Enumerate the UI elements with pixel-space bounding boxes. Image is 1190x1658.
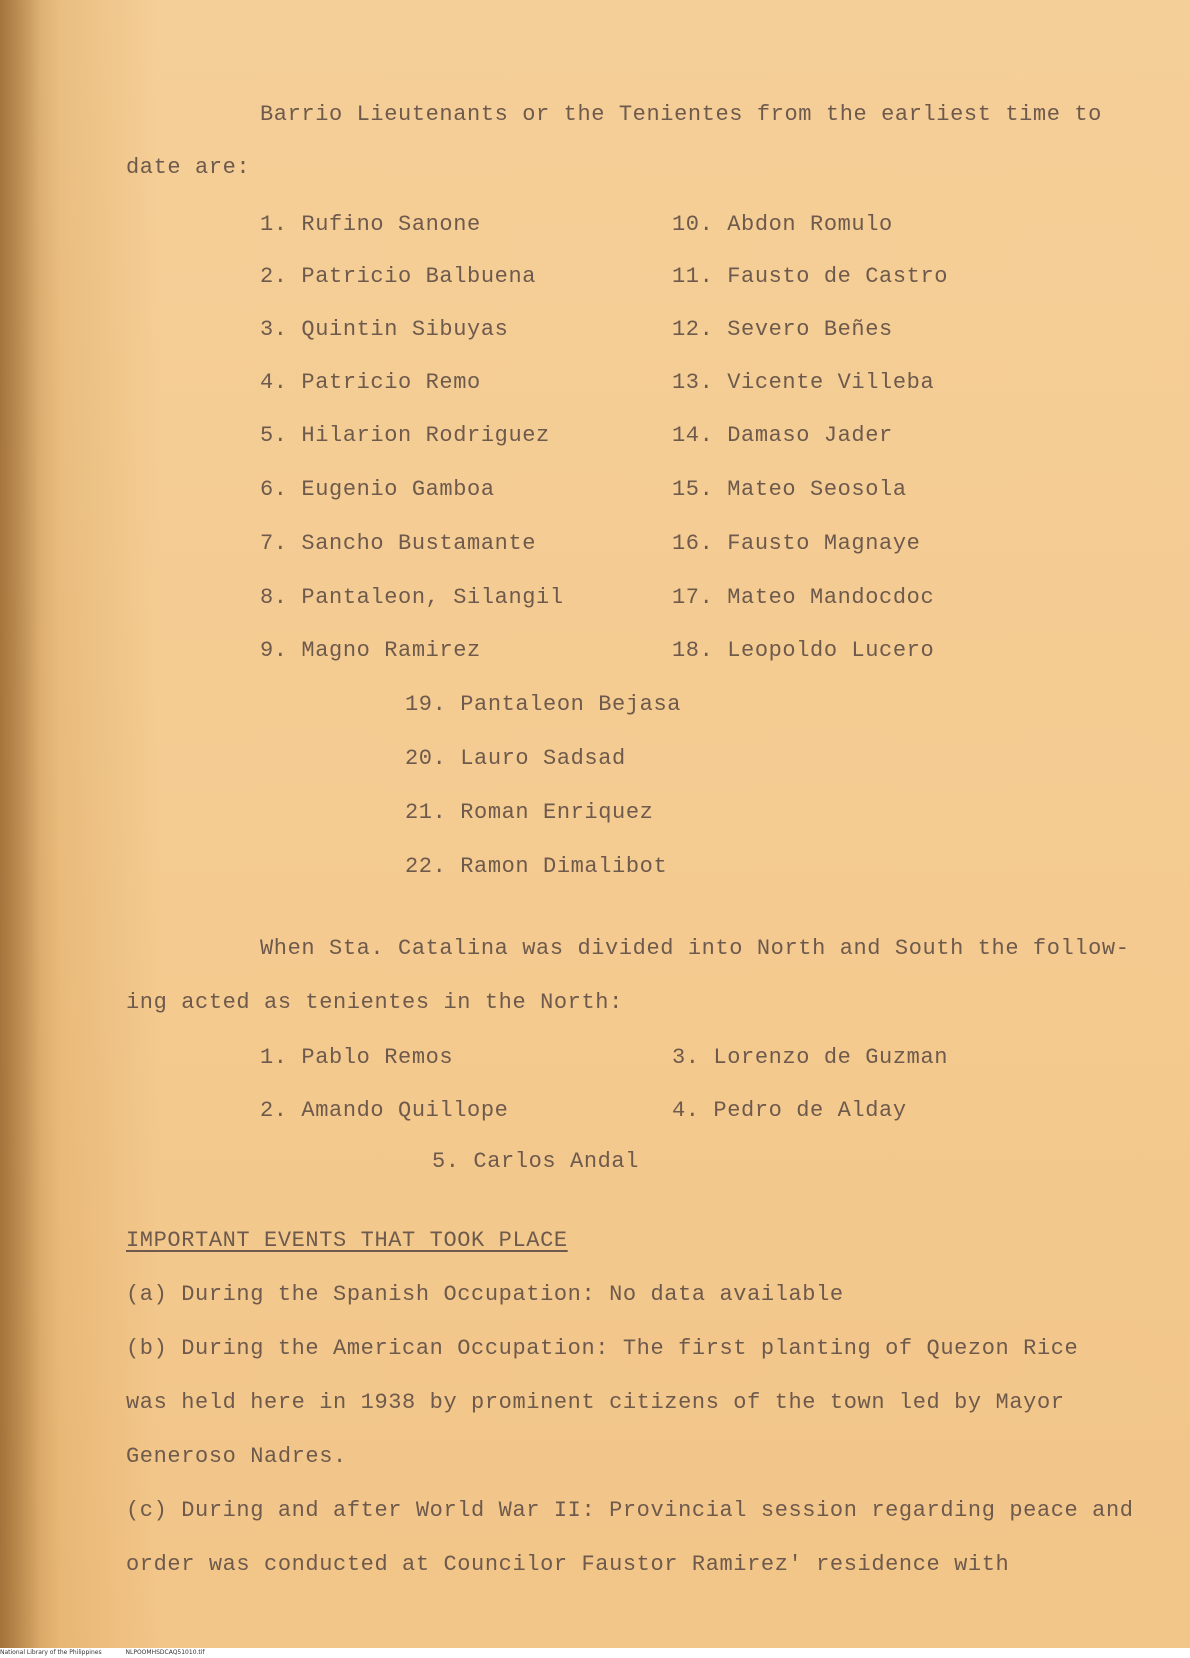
teniente-item: 12. Severo Beñes [672,317,893,342]
teniente-item: 1. Rufino Sanone [260,212,481,237]
teniente-item: 10. Abdon Romulo [672,212,893,237]
north-teniente-item: 5. Carlos Andal [432,1149,640,1174]
scan-footer [0,1648,1190,1658]
intro-line-2: date are: [126,155,251,180]
teniente-item: 18. Leopoldo Lucero [672,638,935,663]
teniente-item: 14. Damaso Jader [672,423,893,448]
north-teniente-item: 3. Lorenzo de Guzman [672,1045,949,1070]
intro-line-1: Barrio Lieutenants or the Tenientes from the earliest time to [260,102,1102,127]
north-teniente-item: 1. Pablo Remos [260,1045,454,1070]
teniente-item: 2. Patricio Balbuena [260,264,537,289]
teniente-item: 19. Pantaleon Bejasa [405,692,682,717]
north-teniente-item: 2. Amando Quillope [260,1098,509,1123]
teniente-item: 22. Ramon Dimalibot [405,854,668,879]
event-american-line-2: was held here in 1938 by prominent citizens of the town led by Mayor [126,1390,1065,1415]
file-label: NLPOOMHSDCAQ51010.tif [125,1649,205,1656]
north-teniente-item: 4. Pedro de Alday [672,1098,907,1123]
library-label: National Library of the Philippines [0,1649,102,1656]
teniente-item: 9. Magno Ramirez [260,638,481,663]
teniente-item: 17. Mateo Mandocdoc [672,585,935,610]
teniente-item: 6. Eugenio Gamboa [260,477,495,502]
teniente-item: 20. Lauro Sadsad [405,746,626,771]
teniente-item: 3. Quintin Sibuyas [260,317,509,342]
section-heading: IMPORTANT EVENTS THAT TOOK PLACE [126,1228,568,1253]
event-wwii-line-1: (c) During and after World War II: Provincial session regarding peace and [126,1498,1134,1523]
teniente-item: 4. Patricio Remo [260,370,481,395]
teniente-item: 5. Hilarion Rodriguez [260,423,550,448]
teniente-item: 7. Sancho Bustamante [260,531,537,556]
event-wwii-line-2: order was conducted at Councilor Faustor Ramirez' residence with [126,1552,1010,1577]
event-spanish: (a) During the Spanish Occupation: No data available [126,1282,844,1307]
teniente-item: 21. Roman Enriquez [405,800,654,825]
page-fold-shadow [0,0,40,1648]
teniente-item: 11. Fausto de Castro [672,264,949,289]
teniente-item: 13. Vicente Villeba [672,370,935,395]
event-american-line-1: (b) During the American Occupation: The first planting of Quezon Rice [126,1336,1079,1361]
division-line-1: When Sta. Catalina was divided into North and South the follow- [260,936,1130,961]
event-american-line-3: Generoso Nadres. [126,1444,347,1469]
division-line-2: ing acted as tenientes in the North: [126,990,623,1015]
teniente-item: 16. Fausto Magnaye [672,531,921,556]
teniente-item: 15. Mateo Seosola [672,477,907,502]
teniente-item: 8. Pantaleon, Silangil [260,585,564,610]
